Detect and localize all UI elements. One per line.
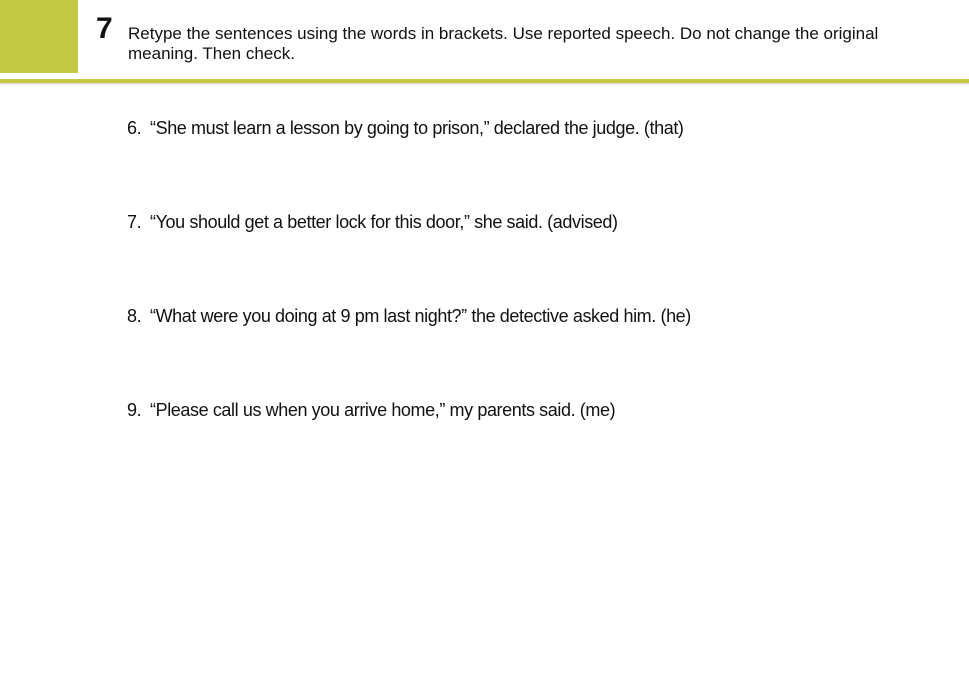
- question-item-9: [127, 398, 615, 422]
- question-text: “You should get a better lock for this door,” she said. (advised): [150, 212, 618, 232]
- question-number: 7.: [127, 212, 142, 232]
- question-number: 9.: [127, 400, 142, 420]
- question-text: “She must learn a lesson by going to prison,” declared the judge. (that): [150, 118, 684, 138]
- question-number: 6.: [127, 118, 142, 138]
- question-number: 8.: [127, 306, 142, 326]
- exercise-instruction: Retype the sentences using the words in brackets. Use reported speech. Do not change the original meaning. Then check.: [128, 24, 879, 63]
- header-accent-block: [0, 0, 78, 73]
- question-text: “Please call us when you arrive home,” my parents said. (me): [150, 400, 616, 420]
- exercise-number: 7: [96, 12, 113, 45]
- header-divider-shadow: [0, 83, 969, 86]
- question-item-7: [127, 210, 618, 234]
- question-item-6: [127, 116, 684, 140]
- question-item-8: [127, 304, 691, 328]
- question-text: “What were you doing at 9 pm last night?” the detective asked him. (he): [150, 306, 691, 326]
